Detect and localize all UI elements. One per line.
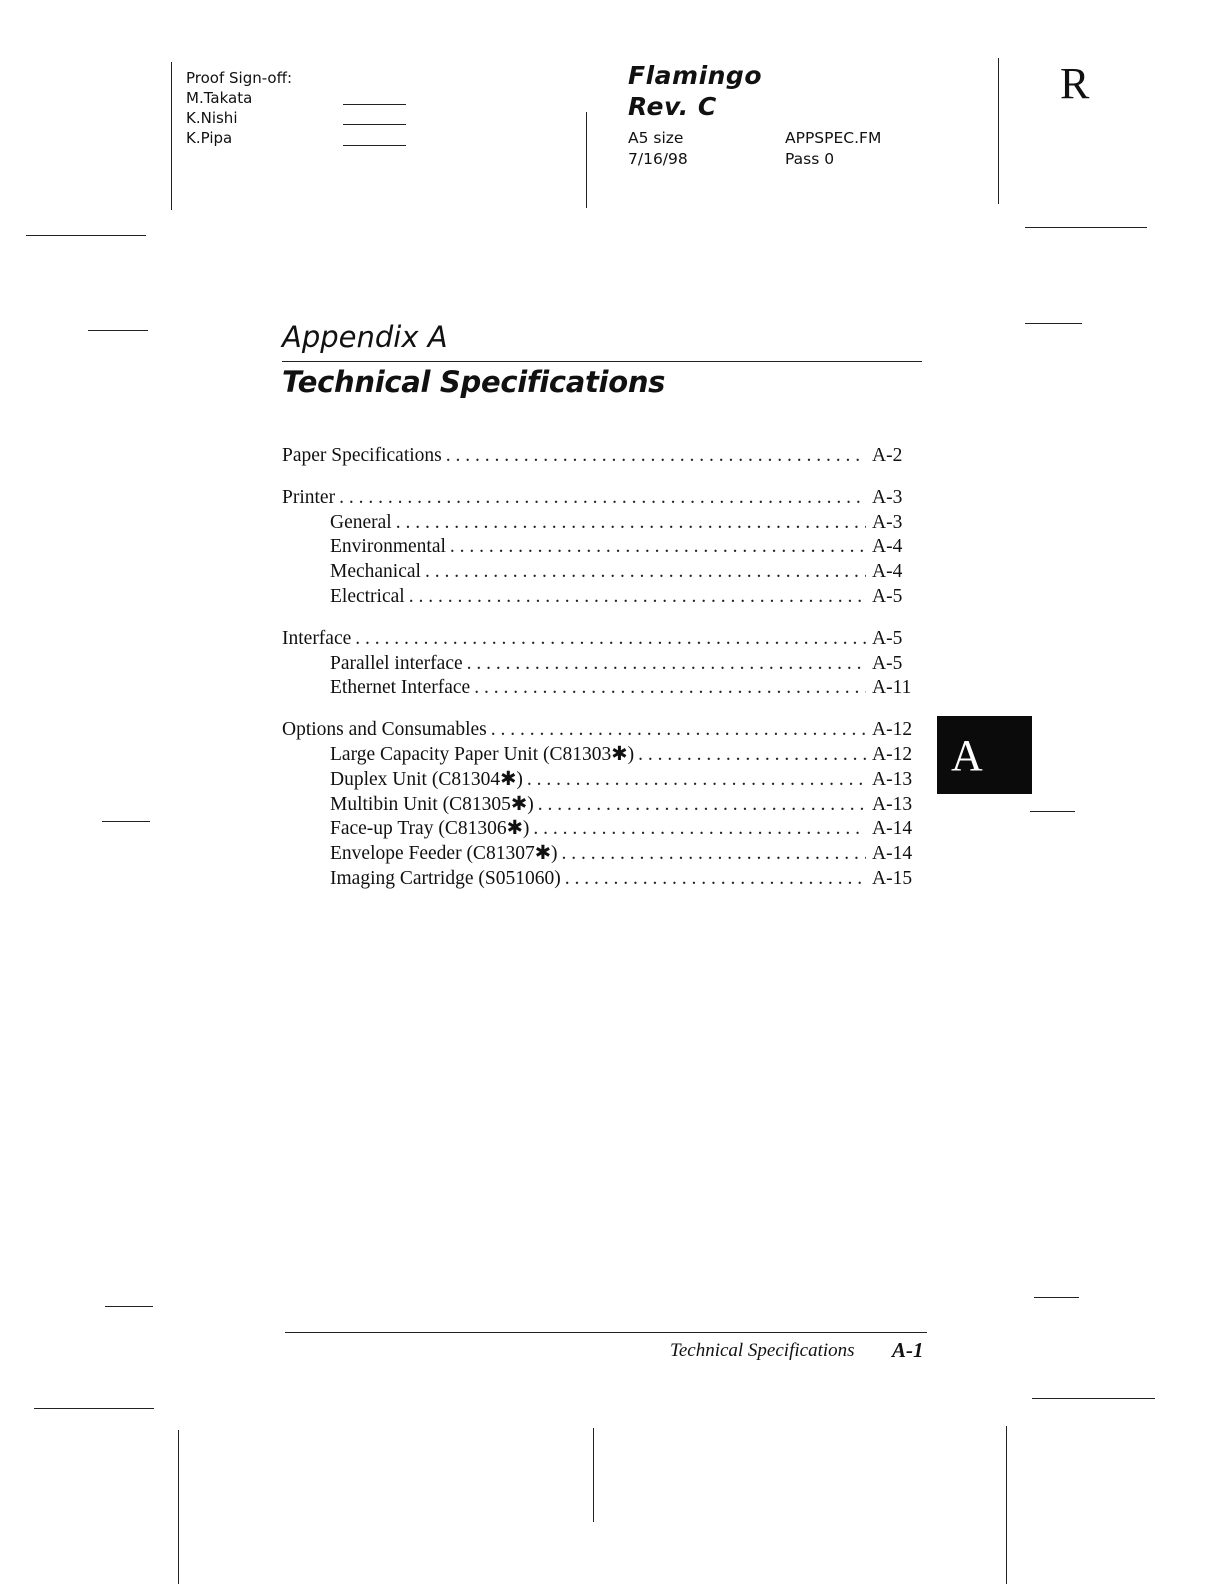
footer-rule xyxy=(285,1332,927,1333)
dot-leader xyxy=(442,444,866,469)
crop-line xyxy=(1025,227,1147,228)
toc-page: A-12 xyxy=(872,743,913,765)
table-of-contents xyxy=(282,444,922,892)
toc-label: Envelope Feeder (C81307✱) xyxy=(330,843,558,865)
dot-leader xyxy=(421,560,866,585)
toc-entry-multibin-unit[interactable] xyxy=(282,793,922,818)
toc-page: A-5 xyxy=(872,627,903,649)
signature-line xyxy=(343,145,406,146)
proof-date: 7/16/98 xyxy=(628,150,688,168)
toc-page: A-3 xyxy=(872,511,903,533)
toc-label: General xyxy=(330,511,392,533)
toc-page: A-14 xyxy=(872,818,913,840)
toc-page: A-13 xyxy=(872,793,913,815)
toc-entry-face-up-tray[interactable] xyxy=(282,817,922,842)
page-size: A5 size xyxy=(628,129,684,147)
dot-leader xyxy=(470,676,866,701)
crop-line xyxy=(1025,323,1082,324)
toc-page: A-5 xyxy=(872,652,903,674)
dot-leader xyxy=(446,535,866,560)
toc-entry-mechanical[interactable] xyxy=(282,560,922,585)
crop-line xyxy=(1034,1297,1079,1298)
toc-page: A-13 xyxy=(872,768,913,790)
toc-label: Duplex Unit (C81304✱) xyxy=(330,768,523,790)
signoff-title: Proof Sign-off: xyxy=(186,69,292,87)
toc-entry-ethernet-interface[interactable] xyxy=(282,676,922,701)
dot-leader xyxy=(523,768,866,793)
crop-line xyxy=(88,330,148,331)
toc-page: A-3 xyxy=(872,486,903,508)
dot-leader xyxy=(634,743,866,768)
signature-line xyxy=(343,124,406,125)
crop-line xyxy=(26,235,146,236)
crop-line xyxy=(998,58,999,204)
signoff-name: K.Pipa xyxy=(186,129,233,147)
crop-line xyxy=(105,1306,153,1307)
toc-label: Multibin Unit (C81305✱) xyxy=(330,793,534,815)
toc-page: A-4 xyxy=(872,536,903,558)
toc-page: A-12 xyxy=(872,719,913,741)
dot-leader xyxy=(561,867,866,892)
toc-entry-parallel-interface[interactable] xyxy=(282,652,922,677)
toc-label: Electrical xyxy=(330,585,405,607)
toc-label: Interface xyxy=(282,627,352,649)
dot-leader xyxy=(351,627,866,652)
toc-label: Options and Consumables xyxy=(282,719,487,741)
toc-label: Imaging Cartridge (S051060) xyxy=(330,867,561,889)
toc-page: A-14 xyxy=(872,843,913,865)
chapter-title: Technical Specifications xyxy=(282,365,666,399)
toc-label: Paper Specifications xyxy=(282,445,442,466)
toc-page: A-15 xyxy=(872,867,913,889)
toc-entry-large-capacity-paper-unit[interactable] xyxy=(282,743,922,768)
crop-line xyxy=(593,1428,594,1522)
appendix-label: Appendix A xyxy=(282,320,448,354)
toc-label: Face-up Tray (C81306✱) xyxy=(330,818,530,840)
proof-signoff xyxy=(186,68,292,148)
heading-rule xyxy=(282,361,922,362)
toc-entry-imaging-cartridge[interactable] xyxy=(282,867,922,892)
toc-label: Printer xyxy=(282,486,336,508)
footer-page-number: A-1 xyxy=(892,1338,924,1362)
toc-entry-interface[interactable] xyxy=(282,627,922,652)
toc-page: A-11 xyxy=(872,677,912,699)
toc-page: A-4 xyxy=(872,561,903,583)
dot-leader xyxy=(392,511,866,536)
dot-leader xyxy=(529,817,866,842)
dot-leader xyxy=(463,652,866,677)
toc-entry-electrical[interactable] xyxy=(282,585,922,610)
toc-entry-envelope-feeder[interactable] xyxy=(282,842,922,867)
toc-label: Environmental xyxy=(330,536,446,558)
toc-label: Parallel interface xyxy=(330,652,463,674)
toc-page: A-5 xyxy=(872,585,903,607)
toc-entry-options-and-consumables[interactable] xyxy=(282,718,922,743)
toc-entry-paper-specifications[interactable] xyxy=(282,444,922,469)
crop-line xyxy=(1030,811,1075,812)
crop-line xyxy=(1006,1426,1007,1584)
toc-page: A-2 xyxy=(872,445,903,466)
file-name: APPSPEC.FM xyxy=(785,129,882,147)
dot-leader xyxy=(558,842,866,867)
crop-line xyxy=(178,1430,179,1584)
project-revision: Rev. C xyxy=(628,92,717,121)
crop-line xyxy=(102,821,150,822)
corner-mark: R xyxy=(1060,59,1090,108)
signoff-name: M.Takata xyxy=(186,89,253,107)
crop-line xyxy=(586,112,587,208)
section-thumb-tab: A xyxy=(937,716,1032,794)
toc-entry-environmental[interactable] xyxy=(282,535,922,560)
toc-label: Ethernet Interface xyxy=(330,677,471,699)
proof-pass: Pass 0 xyxy=(785,150,835,168)
toc-entry-general[interactable] xyxy=(282,511,922,536)
dot-leader xyxy=(534,793,866,818)
crop-line xyxy=(34,1408,154,1409)
toc-entry-printer[interactable] xyxy=(282,486,922,511)
signature-line xyxy=(343,104,406,105)
toc-label: Mechanical xyxy=(330,561,421,583)
project-info xyxy=(628,60,762,122)
footer-section-title: Technical Specifications xyxy=(670,1340,855,1361)
dot-leader xyxy=(405,585,866,610)
toc-entry-duplex-unit[interactable] xyxy=(282,768,922,793)
dot-leader xyxy=(335,486,866,511)
crop-line xyxy=(171,62,172,210)
signoff-name: K.Nishi xyxy=(186,109,238,127)
dot-leader xyxy=(487,718,866,743)
toc-label: Large Capacity Paper Unit (C81303✱) xyxy=(330,743,635,765)
crop-line xyxy=(1032,1398,1155,1399)
project-name: Flamingo xyxy=(628,61,763,90)
